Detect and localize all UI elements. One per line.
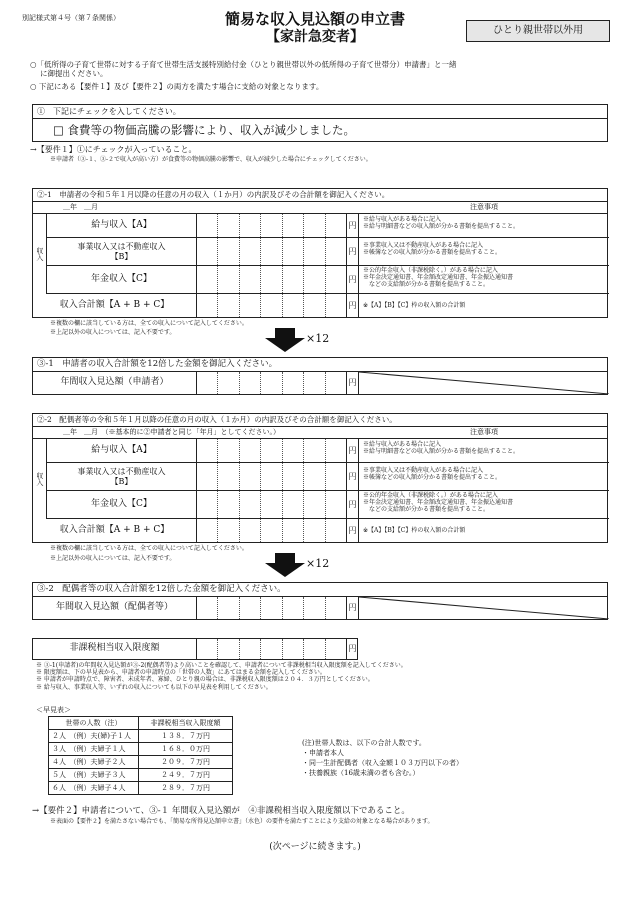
yen-unit: 円 bbox=[347, 491, 359, 518]
annual-income-spouse-input[interactable] bbox=[197, 597, 347, 619]
section-3-1-head: ③-1 申請者の収入合計額を12倍した金額を御記入ください。 bbox=[33, 358, 607, 372]
section-2-1-head: ②-1 申請者の令和５年１月以降の任意の月の収入（１か月）の内訳及びその合計額を御記入ください。 bbox=[33, 189, 607, 202]
intro bbox=[30, 60, 610, 91]
note-text: ※給与明細書などの収入額が分かる書類を提出すること。 bbox=[363, 223, 520, 231]
note-text: ※事業収入又は不動産収入がある場合に記入 bbox=[363, 467, 484, 474]
intro-line2: ○ 下記にある【要件１】及び【要件２】の両方を満たす場合に支給の対象となります。 bbox=[30, 81, 324, 91]
business-input[interactable] bbox=[197, 463, 347, 490]
section-4-box bbox=[32, 638, 358, 660]
col-limit: 非課税相当収入限度額 bbox=[139, 717, 233, 730]
pension-row bbox=[47, 491, 609, 519]
annual-income-applicant-label: 年間収入見込額（申請者） bbox=[33, 372, 197, 394]
business-label bbox=[47, 238, 197, 265]
note-text: ※ 給与収入、事業収入等、いずれの収入についても以下の早見表を利用してください。 bbox=[36, 683, 272, 691]
yen-unit: 円 bbox=[347, 294, 359, 317]
note-text: ・申請者本人 bbox=[302, 749, 344, 758]
diagonal-line bbox=[359, 597, 609, 619]
non-taxable-limit-label: 非課税相当収入限度額 bbox=[33, 639, 197, 659]
income-side-label: 収入 bbox=[33, 439, 47, 519]
household-cell: ５人 （例）夫婦子３人 bbox=[49, 769, 139, 782]
section-2-2-foot1: ※複数の欄に該当している方は、全ての収入について記入してください。 bbox=[50, 545, 248, 552]
section-2-1-foot1: ※複数の欄に該当している方は、全ての収入について記入してください。 bbox=[50, 320, 248, 327]
intro-line1: ○「低所得の子育て世帯に対する子育て世帯生活支援特別給付金（ひとり親世帯以外の低所得の子育て世帯分）申請書」と一緒 bbox=[30, 60, 457, 69]
total-input[interactable] bbox=[197, 519, 347, 542]
times-twelve: ×12 bbox=[306, 332, 330, 345]
business-label bbox=[47, 463, 197, 490]
requirement-2: →【要件２】申請者について、③-１ 年間収入見込額が ④非課税相当収入限度額以下であること。 bbox=[32, 806, 410, 816]
section-3-2-head: ③-2 配偶者等の収入合計額を12倍した金額を御記入ください。 bbox=[33, 583, 607, 597]
note-text: ※ 申請者が申請時点で、障害者、未成年者、寡婦、ひとり親の場合は、非課税収入限度額は２０４．３万円としてください。 bbox=[36, 676, 374, 684]
label-text: 【B】 bbox=[110, 476, 133, 486]
pension-input[interactable] bbox=[197, 266, 347, 293]
price-hike-checkbox-text[interactable]: □ 食費等の物価高騰の影響により、収入が減少しました。 bbox=[53, 122, 356, 137]
times-twelve: ×12 bbox=[306, 557, 330, 570]
pension-row bbox=[47, 266, 609, 294]
page-title: 簡易な収入見込額の申立書 bbox=[224, 10, 405, 28]
diagonal-line bbox=[359, 372, 609, 394]
note-text: ・同一生計配偶者（収入金額１０３万円以下の者） bbox=[302, 759, 463, 768]
yen-unit: 円 bbox=[347, 519, 359, 542]
section-1-head: ① 下記にチェックを入してください。 bbox=[33, 105, 607, 119]
pension-label: 年金収入【C】 bbox=[47, 266, 197, 293]
table-row bbox=[49, 730, 233, 743]
household-cell: ２人 （例）夫(婦)子１人 bbox=[49, 730, 139, 743]
business-note bbox=[363, 242, 609, 256]
table-row bbox=[49, 756, 233, 769]
salary-note bbox=[363, 216, 609, 230]
section-3-2-box bbox=[32, 582, 608, 620]
salary-label: 給与収入【A】 bbox=[47, 214, 197, 237]
down-arrow-icon bbox=[265, 338, 305, 352]
pension-note bbox=[363, 267, 609, 289]
total-row bbox=[33, 519, 609, 542]
note-text: (注)世帯人数は、以下の合計人数です。 bbox=[302, 739, 426, 747]
total-input[interactable] bbox=[197, 294, 347, 317]
yen-unit: 円 bbox=[347, 463, 359, 490]
salary-row bbox=[47, 214, 609, 238]
pension-note bbox=[363, 492, 609, 514]
yen-unit: 円 bbox=[347, 214, 359, 237]
section-2-2-head: ②-2 配偶者等の令和５年１月以降の任意の月の収入（１か月）の内訳及びその合計額を御記入ください。 bbox=[33, 414, 607, 427]
section-2-2-foot2: ※上記以外の収入については、記入不要です。 bbox=[50, 555, 176, 562]
note-text: ※公的年金収入（非課税除く。）がある場合に記入 bbox=[363, 267, 498, 274]
requirement-2-note: ※表面の【要件２】を満たさない場合でも、「簡易な所得見込額申立書」（水色）の要件を満たすことにより支給の対象となる場合があります。 bbox=[50, 818, 434, 825]
note-text: などの支給額が分かる書類を提出すること。 bbox=[363, 281, 490, 289]
salary-label: 給与収入【A】 bbox=[47, 439, 197, 462]
section-3-1-box bbox=[32, 357, 608, 395]
household-cell: ４人 （例）夫婦子２人 bbox=[49, 756, 139, 769]
non-taxable-limit-input[interactable] bbox=[197, 639, 347, 659]
label-text: 【B】 bbox=[110, 251, 133, 261]
limit-cell: １６８．０万円 bbox=[139, 743, 233, 756]
yen-unit: 円 bbox=[347, 238, 359, 265]
total-row bbox=[33, 294, 609, 317]
note-text: ※年金決定通知書、年金額改定通知書、年金振込通知書 bbox=[363, 274, 514, 282]
salary-input[interactable] bbox=[197, 439, 347, 462]
table-row bbox=[49, 743, 233, 756]
month-field[interactable]: ＿年 ＿月 bbox=[63, 203, 98, 211]
yen-unit: 円 bbox=[347, 372, 359, 394]
pension-label: 年金収入【C】 bbox=[47, 491, 197, 518]
business-row bbox=[47, 463, 609, 491]
salary-note bbox=[363, 441, 609, 455]
note-text: などの支給額が分かる書類を提出すること。 bbox=[363, 506, 490, 514]
table-row bbox=[49, 769, 233, 782]
form-number: 別記様式第４号（第７条関係） bbox=[22, 14, 120, 22]
quick-table bbox=[48, 716, 233, 795]
business-input[interactable] bbox=[197, 238, 347, 265]
note-text: ※給与明細書などの収入額が分かる書類を提出すること。 bbox=[363, 448, 520, 456]
requirement-1: →【要件１】①にチェックが入っていること。 bbox=[30, 145, 197, 154]
section-2-1-box bbox=[32, 188, 608, 318]
note-text: ※事業収入又は不動産収入がある場合に記入 bbox=[363, 242, 484, 249]
down-arrow-icon bbox=[275, 553, 295, 563]
requirement-1-note: ※申請者（③-１、③-２で収入が高い方）が食費等の物価高騰の影響で、収入が減少した場合にチェックしてください。 bbox=[50, 156, 372, 163]
month-field[interactable]: ＿年 ＿月 （※基本的に②申請者と同じ「年月」としてください。） bbox=[63, 428, 280, 436]
target-badge: ひとり親世帯以外用 bbox=[466, 20, 610, 42]
total-label: 収入合計額【A + B + C】 bbox=[33, 294, 197, 317]
total-note: ※【A】【B】【C】枠の収入額の合計額 bbox=[363, 526, 466, 534]
limit-cell: １３８．７万円 bbox=[139, 730, 233, 743]
total-note: ※【A】【B】【C】枠の収入額の合計額 bbox=[363, 301, 466, 309]
section-2-2-box bbox=[32, 413, 608, 543]
annual-income-spouse-label: 年間収入見込額（配偶者等） bbox=[33, 597, 197, 619]
household-cell: ３人 （例）夫婦子１人 bbox=[49, 743, 139, 756]
yen-unit: 円 bbox=[347, 439, 359, 462]
pension-input[interactable] bbox=[197, 491, 347, 518]
salary-row bbox=[47, 439, 609, 463]
total-label: 収入合計額【A + B + C】 bbox=[33, 519, 197, 542]
yen-unit: 円 bbox=[347, 597, 359, 619]
note-text: ※年金決定通知書、年金額改定通知書、年金振込通知書 bbox=[363, 499, 514, 507]
table-row bbox=[49, 782, 233, 795]
limit-cell: ２４９．７万円 bbox=[139, 769, 233, 782]
continued-note: (次ページに続きます。) bbox=[269, 842, 361, 852]
limit-cell: ２０９．７万円 bbox=[139, 756, 233, 769]
section-4-notes bbox=[36, 662, 616, 691]
note-text: ※ ③-1(申請者)の年間収入見込額が③-2(配偶者等)より高いことを確認して、申請者について非課税相当収入限度額を記入してください。 bbox=[36, 662, 407, 669]
household-note bbox=[302, 738, 463, 779]
col-household: 世帯の人数（注） bbox=[49, 717, 139, 730]
note-text: ※帳簿などの収入額が分かる書類を提出すること。 bbox=[363, 474, 502, 482]
page-subtitle: 【家計急変者】 bbox=[266, 29, 364, 45]
note-text: ※給与収入がある場合に記入 bbox=[363, 441, 442, 448]
section-1-box bbox=[32, 104, 608, 142]
note-text: ※公的年金収入（非課税除く。）がある場合に記入 bbox=[363, 492, 498, 499]
notes-head: 注意事項 bbox=[470, 203, 498, 212]
income-side-label: 収入 bbox=[33, 214, 47, 294]
quick-table-caption: ＜早見表＞ bbox=[36, 706, 71, 714]
down-arrow-icon bbox=[275, 328, 295, 338]
salary-input[interactable] bbox=[197, 214, 347, 237]
note-text: ※ 限度額は、下の早見表から、申請者の申請時点の「世帯の人数」にあてはまる金額を記入してください。 bbox=[36, 669, 326, 677]
business-note bbox=[363, 467, 609, 481]
note-text: ※帳簿などの収入額が分かる書類を提出すること。 bbox=[363, 249, 502, 257]
label-text: 事業収入又は不動産収入 bbox=[77, 241, 166, 251]
household-cell: ６人 （例）夫婦子４人 bbox=[49, 782, 139, 795]
label-text: 事業収入又は不動産収入 bbox=[77, 466, 166, 476]
annual-income-applicant-input[interactable] bbox=[197, 372, 347, 394]
limit-cell: ２８９．７万円 bbox=[139, 782, 233, 795]
section-2-1-foot2: ※上記以外の収入については、記入不要です。 bbox=[50, 329, 176, 336]
yen-unit: 円 bbox=[347, 266, 359, 293]
notes-head: 注意事項 bbox=[470, 428, 498, 437]
yen-unit: 円 bbox=[348, 644, 357, 653]
business-row bbox=[47, 238, 609, 266]
note-text: ・扶養親族（16歳未満の者も含む。） bbox=[302, 769, 420, 778]
intro-line1b: に御提出ください。 bbox=[40, 69, 108, 79]
note-text: ※給与収入がある場合に記入 bbox=[363, 216, 442, 223]
down-arrow-icon bbox=[265, 563, 305, 577]
